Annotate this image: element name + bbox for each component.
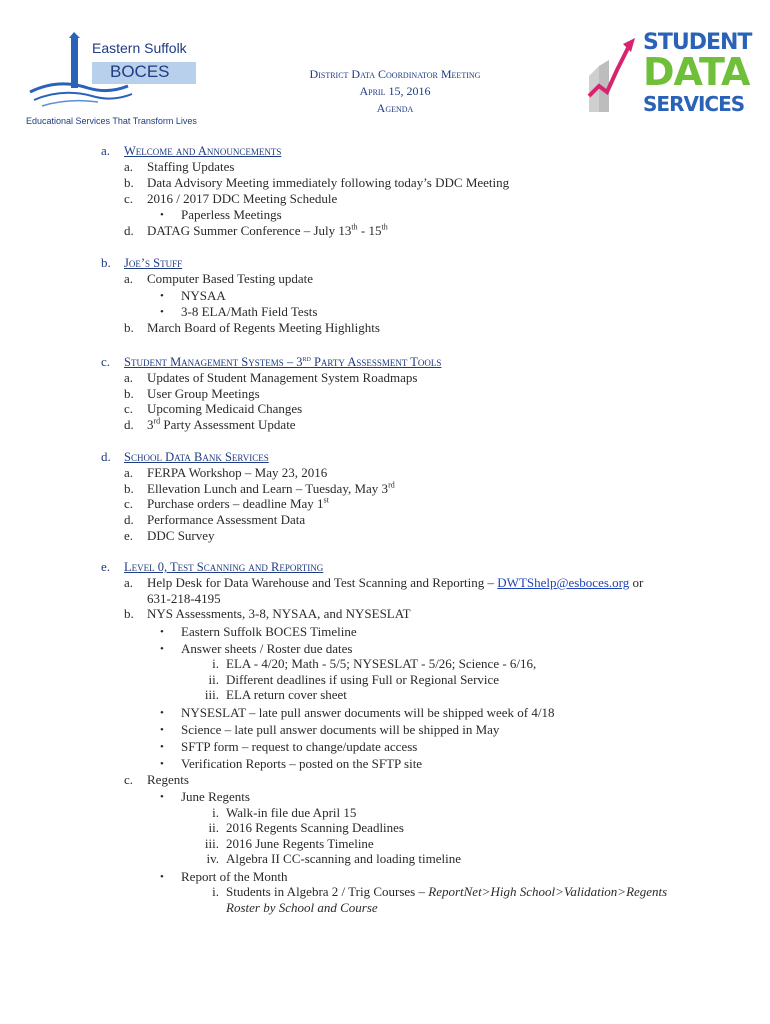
- student-data-services-logo: [585, 26, 752, 118]
- section-title: School Data Bank Services: [124, 450, 269, 464]
- meeting-title: District Data Coordinator Meeting: [309, 67, 481, 81]
- section-letter: a.: [101, 143, 111, 158]
- list-item: a. Staffing Updates: [124, 159, 235, 174]
- list-item: a. Computer Based Testing update: [124, 271, 314, 286]
- section-letter: e.: [101, 559, 111, 574]
- logo-tagline: Educational Services That Transform Lives: [26, 116, 197, 126]
- list-item: b. User Group Meetings: [124, 386, 260, 401]
- logo-line2: BOCES: [110, 62, 170, 81]
- helpdesk-email-link[interactable]: DWTShelp@esboces.org: [497, 575, 630, 590]
- agenda-header: [200, 66, 590, 117]
- list-item: b. NYS Assessments, 3-8, NYSAA, and NYSESLAT: [124, 606, 411, 621]
- list-item: d. 3rd Party Assessment Update: [124, 416, 296, 432]
- list-item: e. DDC Survey: [124, 528, 215, 543]
- logo-data: DATA: [643, 50, 750, 94]
- section-letter: c.: [101, 354, 111, 369]
- list-item: b. Data Advisory Meeting immediately following today’s DDC Meeting: [124, 175, 510, 190]
- list-item: c. 2016 / 2017 DDC Meeting Schedule: [124, 191, 338, 206]
- section-title: Student Management Systems – 3rd Party Assessment Tools: [124, 353, 442, 369]
- meeting-date: April 15, 2016: [359, 84, 431, 98]
- section-letter: b.: [101, 255, 111, 270]
- list-item: a. Updates of Student Management System Roadmaps: [124, 370, 418, 385]
- list-item: c. Purchase orders – deadline May 1st: [124, 495, 329, 511]
- agenda-label: Agenda: [376, 101, 414, 115]
- list-item: b. March Board of Regents Meeting Highlights: [124, 320, 380, 335]
- eastern-suffolk-boces-logo: [28, 30, 218, 130]
- section-title: Level 0, Test Scanning and Reporting: [124, 560, 324, 574]
- list-item: c. Regents: [124, 772, 189, 787]
- list-item: a. Help Desk for Data Warehouse and Test Scanning and Reporting – DWTShelp@esboces.org or: [124, 575, 644, 590]
- section-letter: d.: [101, 449, 111, 464]
- logo-line1: Eastern Suffolk: [92, 40, 187, 56]
- list-item: d. Performance Assessment Data: [124, 512, 306, 527]
- list-item: c. Upcoming Medicaid Changes: [124, 401, 303, 416]
- list-item: b. Ellevation Lunch and Learn – Tuesday, May 3rd: [124, 480, 395, 496]
- list-item: a. FERPA Workshop – May 23, 2016: [124, 465, 328, 480]
- section-title: Welcome and Announcements: [124, 144, 282, 158]
- logo-student: STUDENT: [643, 30, 752, 55]
- list-item: d. DATAG Summer Conference – July 13th - 15th: [124, 222, 388, 238]
- report-path-continued: Roster by School and Course: [226, 900, 378, 915]
- logo-services: SERVICES: [643, 92, 745, 116]
- section-title: Joe’s Stuff: [124, 256, 183, 270]
- phone-number: 631-218-4195: [147, 591, 221, 606]
- growth-chart-icon: [585, 26, 645, 116]
